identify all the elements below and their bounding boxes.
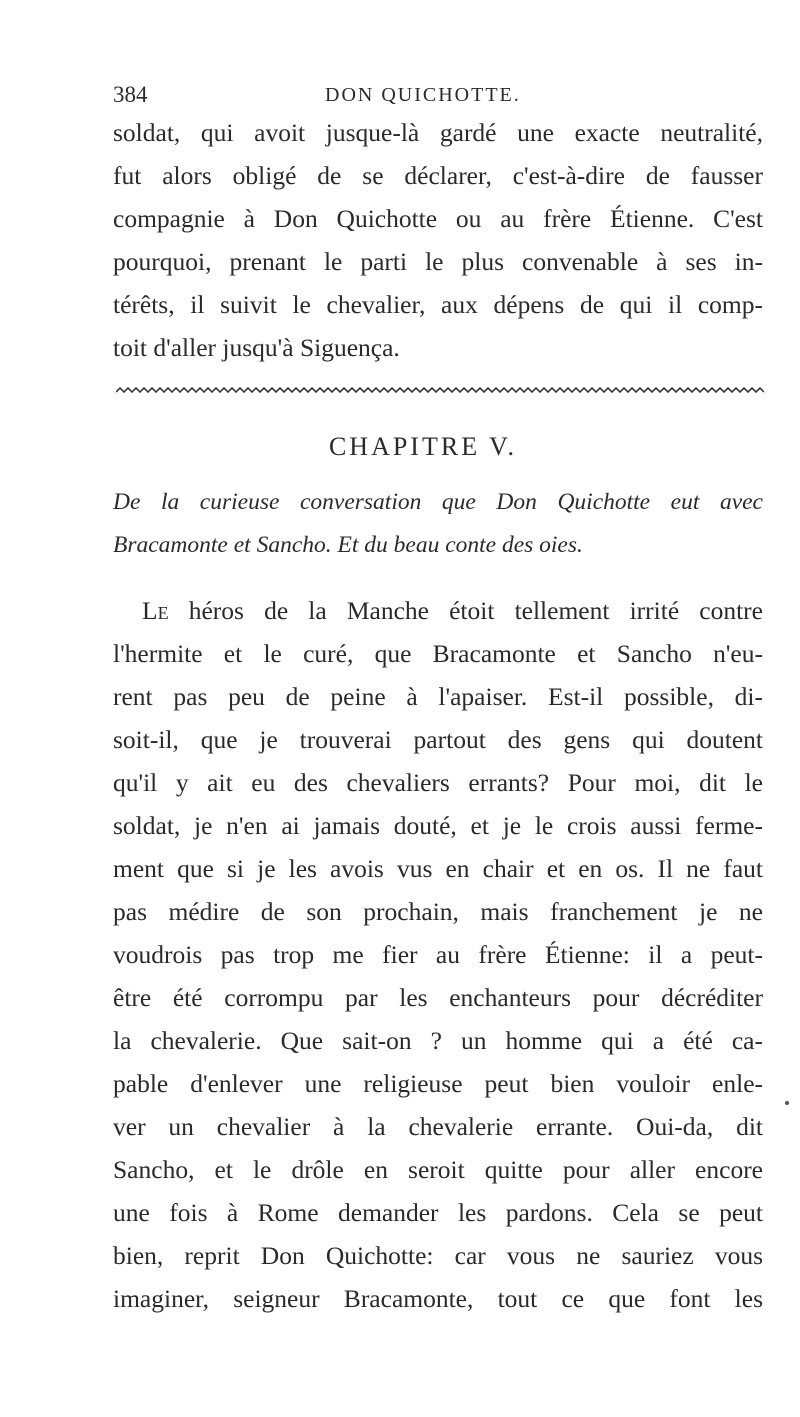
- text-line: la chevalerie. Que sait-on ? un homme qui a été ca-: [113, 1026, 763, 1055]
- text-line: rent pas peu de peine à l'apaiser. Est-il possible, di-: [113, 682, 763, 711]
- text-line: [142, 595, 763, 627]
- text-line: imaginer, seigneur Bracamonte, tout ce que font les: [113, 1284, 763, 1313]
- book-title: DON QUICHOTTE.: [325, 84, 521, 106]
- text-line: pas médire de son prochain, mais franchement je ne: [113, 897, 763, 926]
- decorative-rule: [116, 386, 764, 394]
- running-head: [113, 82, 773, 112]
- text-line: voudrois pas trop me fier au frère Étienne: il a peut-: [113, 940, 763, 969]
- text-line: pourquoi, prenant le parti le plus convenable à ses in-: [113, 247, 763, 276]
- text-line: soldat, qui avoit jusque-là gardé une exacte neutralité,: [113, 118, 763, 147]
- text-line: une fois à Rome demander les pardons. Cela se peut: [113, 1198, 763, 1227]
- margin-mark: [785, 1101, 789, 1105]
- drop-word: Le: [142, 596, 169, 625]
- text-line: toit d'aller jusqu'à Siguença.: [113, 333, 400, 362]
- text-line: être été corrompu par les enchanteurs pour décréditer: [113, 983, 763, 1012]
- subtitle-line: De la curieuse conversation que Don Quichotte eut avec: [113, 489, 763, 515]
- page-number: 384: [113, 82, 148, 107]
- text-line: soldat, je n'en ai jamais douté, et je le crois aussi ferme-: [113, 811, 763, 840]
- text-line: ment que si je les avois vus en chair et en os. Il ne faut: [113, 854, 763, 883]
- text-line: térêts, il suivit le chevalier, aux dépens de qui il comp-: [113, 290, 763, 319]
- text-line: compagnie à Don Quichotte ou au frère Étienne. C'est: [113, 204, 763, 233]
- chapter-title: CHAPITRE V.: [328, 432, 518, 461]
- text-line: l'hermite et le curé, que Bracamonte et Sancho n'eu-: [113, 639, 763, 668]
- text-line: bien, reprit Don Quichotte: car vous ne sauriez vous: [113, 1241, 763, 1270]
- first-line-rest: héros de la Manche étoit tellement irrité contre: [168, 596, 763, 625]
- text-line: Sancho, et le drôle en seroit quitte pour aller encore: [113, 1155, 763, 1184]
- text-line: fut alors obligé de se déclarer, c'est-à-dire de fausser: [113, 161, 763, 190]
- text-line: ver un chevalier à la chevalerie errante. Oui-da, dit: [113, 1112, 763, 1141]
- text-line: pable d'enlever une religieuse peut bien vouloir enle-: [113, 1069, 763, 1098]
- subtitle-line: Bracamonte et Sancho. Et du beau conte des oies.: [113, 532, 583, 558]
- text-line: soit-il, que je trouverai partout des gens qui doutent: [113, 725, 763, 754]
- text-line: qu'il y ait eu des chevaliers errants? Pour moi, dit le: [113, 768, 763, 797]
